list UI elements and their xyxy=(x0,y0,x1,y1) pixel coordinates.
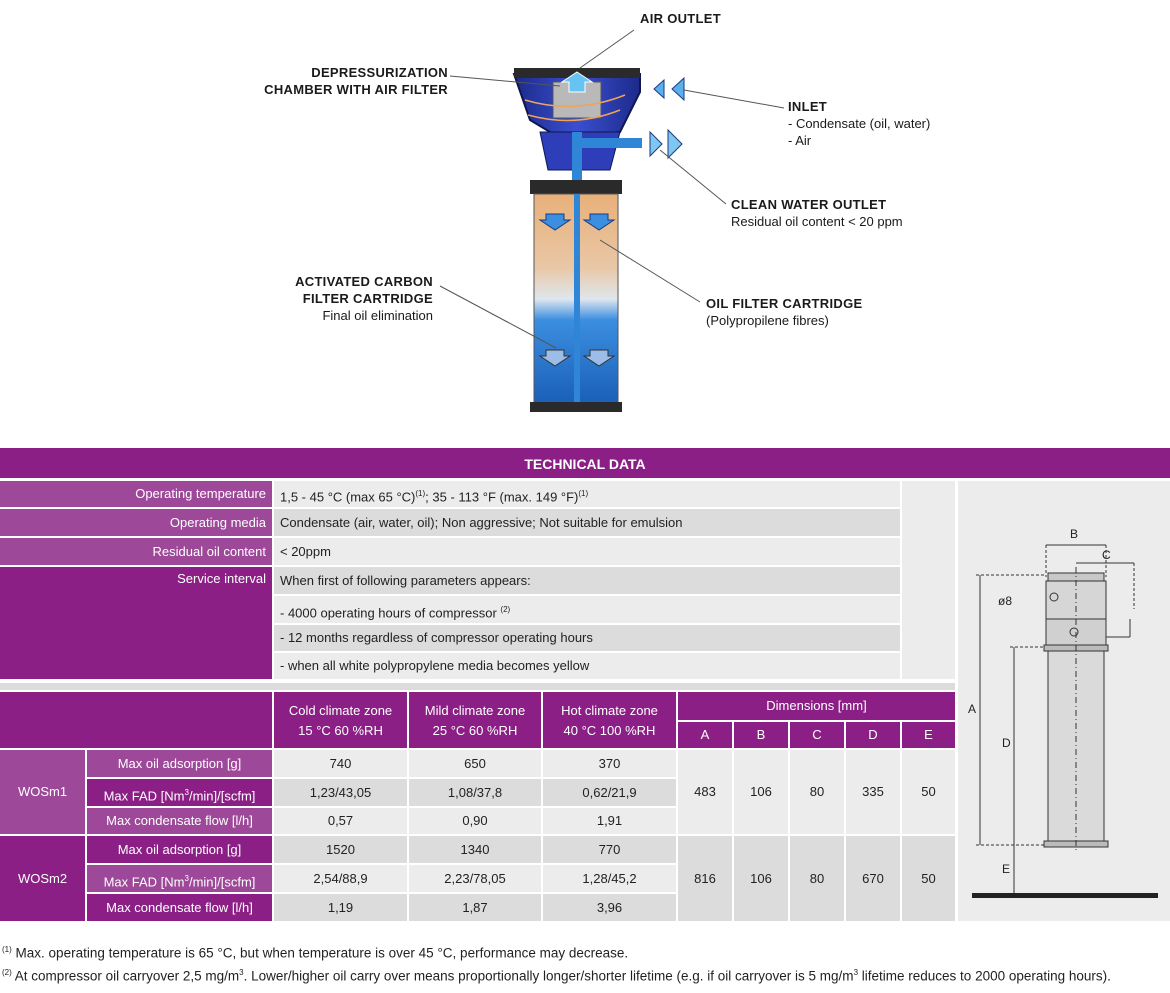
dimensions-drawing xyxy=(958,481,1170,921)
residual-oil-label: Residual oil content xyxy=(0,538,272,565)
model-wosm2: WOSm2 xyxy=(0,836,85,921)
service-interval-label: Service interval xyxy=(0,567,272,679)
operating-temperature-label: Operating temperature xyxy=(0,481,272,507)
dim-value: 816 xyxy=(678,836,732,921)
dim-b-label: B xyxy=(1070,527,1079,541)
service-interval-line: - when all white polypropylene media becomes yellow xyxy=(274,653,900,679)
oil-filter-label: OIL FILTER CARTRIDGE (Polypropilene fibres) xyxy=(706,296,863,328)
footnote-2: $^{(2)}$ At compressor oil carryover 2,5 $mg/m^3$. Lower/higher oil carry over means proportionally longer/shorter lifetime (e.g. if oil carryover is 5 $mg/m^3$ lifetime reduces to 2000 operating hours). xyxy=(2,968,1111,984)
value-cell: 3,96 xyxy=(543,894,676,921)
dim-e-label: E xyxy=(1002,862,1011,876)
dim-col-d: D xyxy=(846,722,900,748)
value-cell: 0,57 xyxy=(274,808,407,834)
dim-value: 670 xyxy=(846,836,900,921)
dim-col-c: C xyxy=(790,722,844,748)
operating-media-label: Operating media xyxy=(0,509,272,536)
inlet-arrow xyxy=(654,78,684,100)
mild-zone-header: Mild climate zone 25 °C 60 %RH xyxy=(409,692,541,748)
value-cell: 0,90 xyxy=(409,808,541,834)
dim-value: 80 xyxy=(790,836,844,921)
residual-oil-value: < 20ppm xyxy=(274,538,900,565)
operating-media-value: Condensate (air, water, oil); Non aggressive; Not suitable for emulsion xyxy=(274,509,900,536)
service-interval-line: When first of following parameters appears: xyxy=(274,567,900,594)
service-interval-line: - 12 months regardless of compressor operating hours xyxy=(274,625,900,651)
model-wosm1: WOSm1 xyxy=(0,750,85,834)
value-cell: 1,19 xyxy=(274,894,407,921)
value-cell: 370 xyxy=(543,750,676,777)
clean-water-label: CLEAN WATER OUTLET Residual oil content < 20 ppm xyxy=(731,197,903,229)
param-oil-adsorption: Max oil adsorption [g] xyxy=(87,836,272,863)
param-oil-adsorption: Max oil adsorption [g] xyxy=(87,750,272,777)
value-cell: 770 xyxy=(543,836,676,863)
operating-temperature-value: 1,5 - 45 °C (max 65 °C)$^{(1)}$; 35 - 113 °F (max. 149 °F)$^{(1)}$ xyxy=(274,481,900,507)
service-interval-line: - 4000 operating hours of compressor $^{(2)}$ xyxy=(274,596,900,623)
dimensions-header: Dimensions [mm] xyxy=(678,692,955,720)
dim-col-a: A xyxy=(678,722,732,748)
dim-col-e: E xyxy=(902,722,955,748)
dim-col-b: B xyxy=(734,722,788,748)
value-cell: 1,87 xyxy=(409,894,541,921)
param-max-fad: Max FAD [Nm$^3$/min]/[scfm] xyxy=(87,865,272,892)
value-cell: 0,62/21,9 xyxy=(543,779,676,806)
value-cell: 2,23/78,05 xyxy=(409,865,541,892)
dim-c-label: C xyxy=(1102,548,1111,562)
dim-phi-label: ø8 xyxy=(998,594,1013,608)
dim-value: 106 xyxy=(734,750,788,834)
dim-a-label: A xyxy=(968,702,977,716)
value-cell: 2,54/88,9 xyxy=(274,865,407,892)
separator-diagram xyxy=(0,0,1170,440)
hot-zone-header: Hot climate zone 40 °C 100 %RH xyxy=(543,692,676,748)
param-max-fad: Max FAD [Nm$^3$/min]/[scfm] xyxy=(87,779,272,806)
inlet-label: INLET - Condensate (oil, water) - Air xyxy=(788,99,931,148)
air-outlet-label: AIR OUTLET xyxy=(640,11,721,26)
footnote-1: $^{(1)}$ Max. operating temperature is 65 °C, but when temperature is over 45 °C, performance may decrease. xyxy=(2,945,629,961)
value-cell: 740 xyxy=(274,750,407,777)
value-cell: 1340 xyxy=(409,836,541,863)
dim-value: 335 xyxy=(846,750,900,834)
technical-data-header: TECHNICAL DATA xyxy=(0,448,1170,478)
dim-value: 80 xyxy=(790,750,844,834)
value-cell: 1,23/43,05 xyxy=(274,779,407,806)
value-cell: 1,28/45,2 xyxy=(543,865,676,892)
param-condensate-flow: Max condensate flow [l/h] xyxy=(87,808,272,834)
value-cell: 650 xyxy=(409,750,541,777)
dim-value: 483 xyxy=(678,750,732,834)
cold-zone-header: Cold climate zone 15 °C 60 %RH xyxy=(274,692,407,748)
dim-d-label: D xyxy=(1002,736,1011,750)
param-condensate-flow: Max condensate flow [l/h] xyxy=(87,894,272,921)
value-cell: 1,91 xyxy=(543,808,676,834)
activated-carbon-label: ACTIVATED CARBON FILTER CARTRIDGE Final oil elimination xyxy=(295,274,433,323)
value-cell: 1,08/37,8 xyxy=(409,779,541,806)
dim-value: 106 xyxy=(734,836,788,921)
value-cell: 1520 xyxy=(274,836,407,863)
dim-value: 50 xyxy=(902,836,955,921)
clean-water-arrow xyxy=(650,130,682,158)
depressurization-label: DEPRESSURIZATION CHAMBER WITH AIR FILTER xyxy=(264,65,448,97)
dim-value: 50 xyxy=(902,750,955,834)
